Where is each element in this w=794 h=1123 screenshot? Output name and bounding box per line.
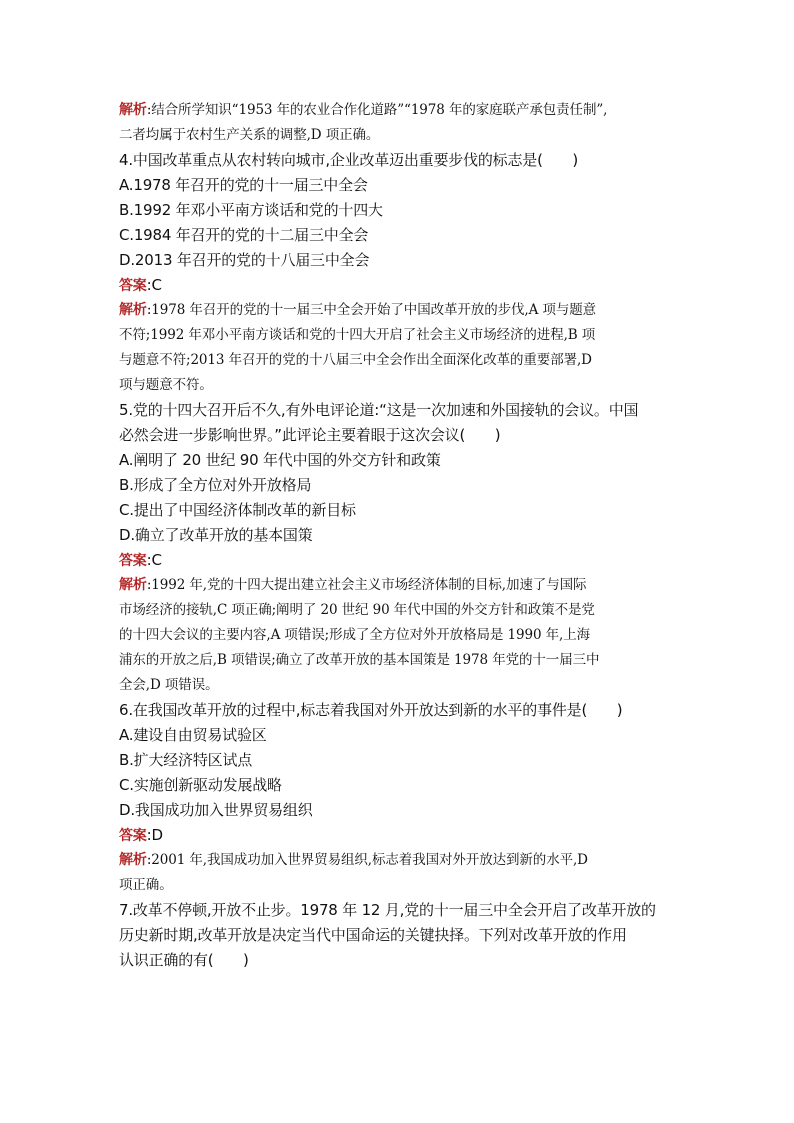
line-text: B.1992 年邓小平南方谈话和党的十四大 [119, 201, 383, 219]
line-text: 项与题意不符。 [119, 377, 213, 393]
line-text: D.我国成功加入世界贸易组织 [119, 801, 313, 819]
explanation-line [119, 848, 685, 873]
option-line [119, 748, 685, 773]
question-line [119, 698, 685, 723]
line-text: :1992 年,党的十四大提出建立社会主义市场经济体制的目标,加速了与国际 [146, 577, 587, 593]
answer-label: 答案 [119, 553, 147, 569]
explanation-line [119, 98, 685, 123]
line-text: 不符;1992 年邓小平南方谈话和党的十四大开启了社会主义市场经济的进程,B 项 [119, 327, 596, 343]
answer-label: 答案 [119, 828, 147, 844]
line-text: :1978 年召开的党的十一届三中全会开始了中国改革开放的步伐,A 项与题意 [146, 302, 597, 318]
line-text: :2001 年,我国成功加入世界贸易组织,标志着我国对外开放达到新的水平,D [146, 852, 588, 868]
document-body [119, 98, 685, 973]
explanation-line [119, 673, 685, 698]
explanation-line [119, 373, 685, 398]
line-text: 必然会进一步影响世界。”此评论主要着眼于这次会议( ) [119, 426, 501, 444]
explanation-line [119, 623, 685, 648]
answer-line [119, 823, 685, 848]
line-text: A.建设自由贸易试验区 [119, 726, 267, 744]
question-line [119, 148, 685, 173]
option-line [119, 798, 685, 823]
line-text: A.阐明了 20 世纪 90 年代中国的外交方针和政策 [119, 451, 441, 469]
line-text: 全会,D 项错误。 [119, 677, 219, 693]
option-line [119, 248, 685, 273]
option-line [119, 723, 685, 748]
explanation-line [119, 348, 685, 373]
line-text: 5.党的十四大召开后不久,有外电评论道:“这是一次加速和外国接轨的会议。中国 [119, 401, 639, 419]
line-text: C.实施创新驱动发展战略 [119, 776, 282, 794]
question-line [119, 898, 685, 923]
line-text: :D [146, 826, 163, 844]
line-text: 浦东的开放之后,B 项错误;确立了改革开放的基本国策是 1978 年党的十一届三中 [119, 652, 600, 668]
line-text: 历史新时期,改革开放是决定当代中国命运的关键抉择。下列对改革开放的作用 [119, 926, 627, 944]
line-text: :C [146, 276, 162, 294]
question-line [119, 398, 685, 423]
option-line [119, 473, 685, 498]
line-text: :C [146, 551, 162, 569]
line-text: D.确立了改革开放的基本国策 [119, 526, 313, 544]
option-line [119, 448, 685, 473]
line-text: 项正确。 [119, 877, 173, 893]
line-text: 7.改革不停顿,开放不止步。1978 年 12 月,党的十一届三中全会开启了改革开放的 [119, 901, 656, 919]
line-text: D.2013 年召开的党的十八届三中全会 [119, 251, 370, 269]
line-text: 4.中国改革重点从农村转向城市,企业改革迈出重要步伐的标志是( ) [119, 151, 578, 169]
explanation-line [119, 123, 685, 148]
option-line [119, 198, 685, 223]
line-text: 二者均属于农村生产关系的调整,D 项正确。 [119, 127, 380, 143]
question-line [119, 948, 685, 973]
line-text: 的十四大会议的主要内容,A 项错误;形成了全方位对外开放格局是 1990 年,上海 [119, 627, 591, 643]
line-text: C.提出了中国经济体制改革的新目标 [119, 501, 356, 519]
explanation-line [119, 873, 685, 898]
line-text: A.1978 年召开的党的十一届三中全会 [119, 176, 368, 194]
line-text: C.1984 年召开的党的十二届三中全会 [119, 226, 369, 244]
option-line [119, 773, 685, 798]
explanation-line [119, 298, 685, 323]
option-line [119, 523, 685, 548]
line-text: :结合所学知识“1953 年的农业合作化道路”“1978 年的家庭联产承包责任制”, [146, 102, 608, 118]
line-text: 市场经济的接轨,C 项正确;阐明了 20 世纪 90 年代中国的外交方针和政策不是党 [119, 602, 595, 618]
line-text: B.形成了全方位对外开放格局 [119, 476, 312, 494]
question-line [119, 923, 685, 948]
explanation-line [119, 573, 685, 598]
option-line [119, 498, 685, 523]
line-text: B.扩大经济特区试点 [119, 751, 253, 769]
explanation-line [119, 323, 685, 348]
analysis-label: 解析 [119, 102, 147, 118]
analysis-label: 解析 [119, 577, 147, 593]
analysis-label: 解析 [119, 302, 147, 318]
option-line [119, 173, 685, 198]
explanation-line [119, 648, 685, 673]
answer-line [119, 548, 685, 573]
analysis-label: 解析 [119, 852, 147, 868]
line-text: 与题意不符;2013 年召开的党的十八届三中全会作出全面深化改革的重要部署,D [119, 352, 592, 368]
answer-label: 答案 [119, 278, 147, 294]
line-text: 6.在我国改革开放的过程中,标志着我国对外开放达到新的水平的事件是( ) [119, 701, 623, 719]
option-line [119, 223, 685, 248]
answer-line [119, 273, 685, 298]
line-text: 认识正确的有( ) [119, 951, 249, 969]
explanation-line [119, 598, 685, 623]
question-line [119, 423, 685, 448]
